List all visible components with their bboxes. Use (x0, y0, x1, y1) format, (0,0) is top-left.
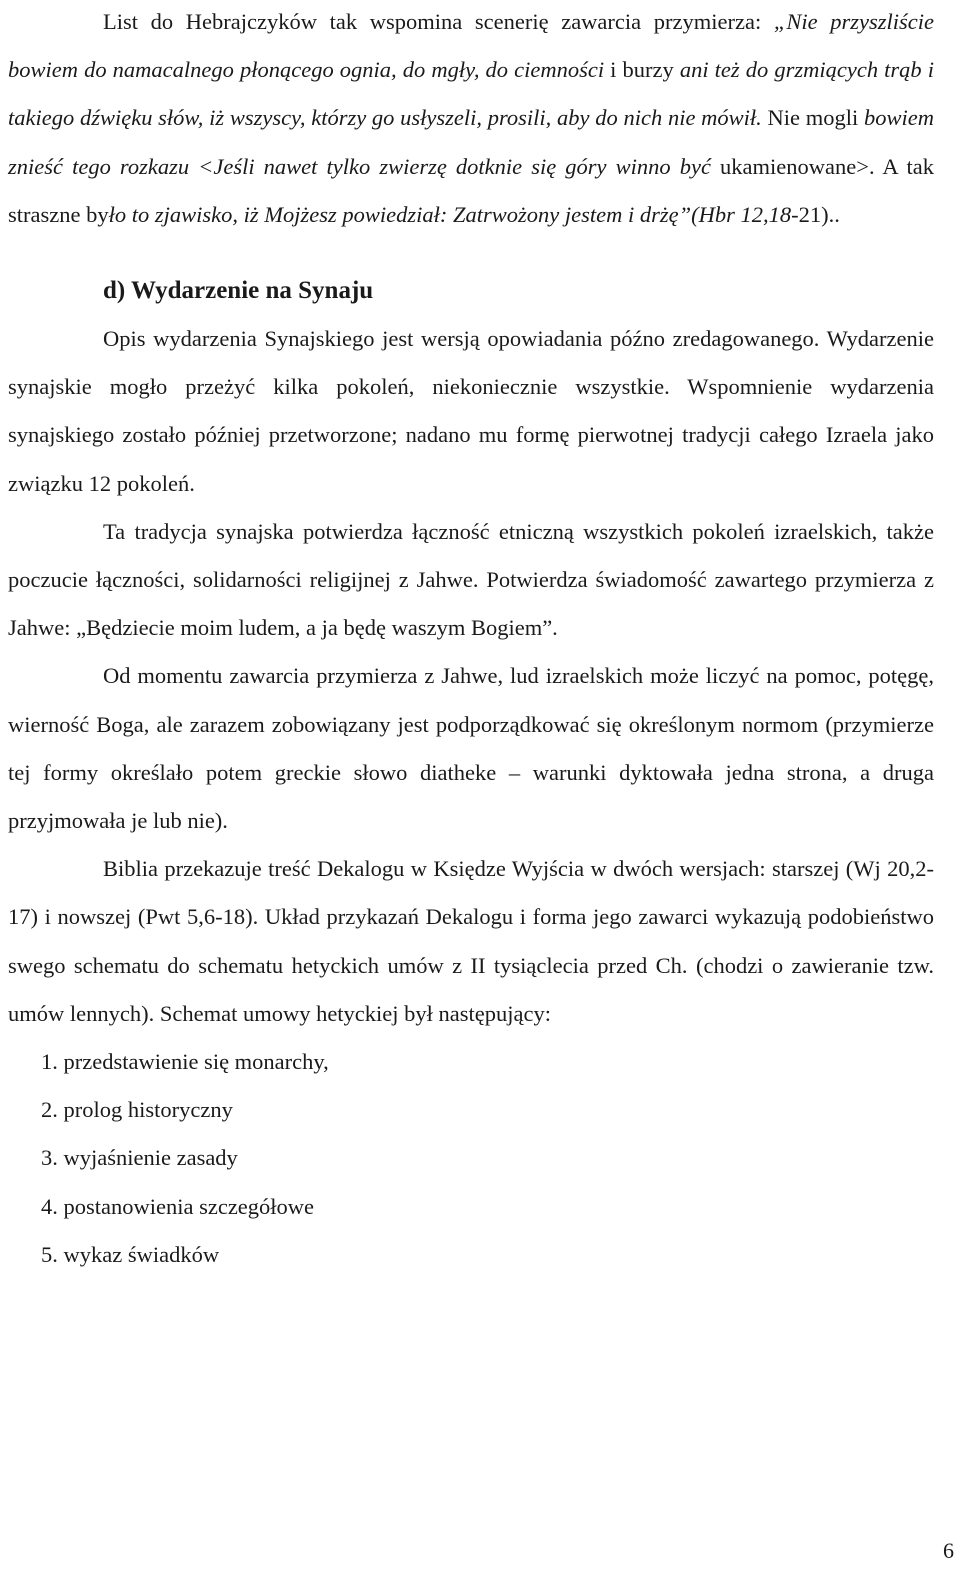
document-page (8, 0, 934, 1279)
list-item: 3. wyjaśnienie zasady (41, 1145, 238, 1171)
intro-text-9: -21).. (791, 201, 840, 227)
intro-paragraph (8, 0, 934, 239)
paragraph-decalogue: Biblia przekazuje treść Dekalogu w Księdze Wyjścia w dwóch wersjach: starszej (Wj 20,2-17) i nowszej (Pwt 5,6-18). Układ przykazań Dekalogu i forma jego zawarci wykazują podobieństwo swego schematu do schematu hetyckich umów z II tysiąclecia przed Ch. (chodzi o zawieranie tzw. umów lennych). Schemat umowy hetyckiej był następujący: (8, 856, 934, 1026)
intro-text-1: List do Hebrajczyków tak wspomina scenerię zawarcia przymierza: (103, 9, 774, 34)
paragraph-synai-description: Opis wydarzenia Synajskiego jest wersją opowiadania późno zredagowanego. Wydarzenie synajskie mogło przeżyć kilka pokoleń, niekoniecznie wszystkie. Wspomnienie wydarzenia synajskiego zostało później przetworzone; nadano mu formę pierwotnej tradycji całego Izraela jako związku 12 pokoleń. (8, 326, 934, 496)
list-item: 1. przedstawienie się monarchy, (41, 1049, 329, 1075)
intro-text-8: ło to zjawisko, iż Mojżesz powiedział: Zatrwożony jestem i drżę”(Hbr 12,18 (108, 201, 792, 227)
paragraph-tradition: Ta tradycja synajska potwierdza łączność etniczną wszystkich pokoleń izraelskich, także poczucie łączności, solidarności religijnej z Jahwe. Potwierdza świadomość zawartego przymierza z Jahwe: „Będziecie moim ludem, a ja będę waszym Bogiem”. (8, 518, 934, 641)
hittite-treaty-list (8, 1038, 934, 1279)
list-item: 2. prolog historyczny (41, 1097, 233, 1123)
intro-text-7: ukamienowane>. A tak straszne by (8, 153, 935, 227)
intro-text-2: „Nie przyszliście bowiem do namacalnego płonącego ognia, do mgły, do ciemności (8, 9, 934, 83)
section-heading: d) Wydarzenie na Synaju (103, 277, 374, 305)
intro-text-3: i burzy (604, 57, 680, 83)
list-item: 4. postanowienia szczegółowe (41, 1193, 315, 1219)
intro-text-4: ani też do grzmiących trąb i takiego dźwięku słów, iż wszyscy, którzy go usłyszeli, prosili, aby do nich nie mówił. (8, 57, 934, 131)
paragraph-covenant: Od momentu zawarcia przymierza z Jahwe, lud izraelskich może liczyć na pomoc, potęgę, wierność Boga, ale zarazem zobowiązany jest podporządkować się określonym normom (przymierze tej formy określało potem greckie słowo diatheke – warunki dyktowała jedna strona, a druga przyjmowała je lub nie). (8, 663, 934, 834)
intro-text-5: Nie mogli (761, 105, 864, 131)
intro-text-6: bowiem znieść tego rozkazu <Jeśli nawet tylko zwierzę dotknie się góry winno być (8, 105, 934, 179)
page-number: 6 (943, 1538, 954, 1563)
list-item: 5. wykaz świadków (41, 1241, 220, 1267)
